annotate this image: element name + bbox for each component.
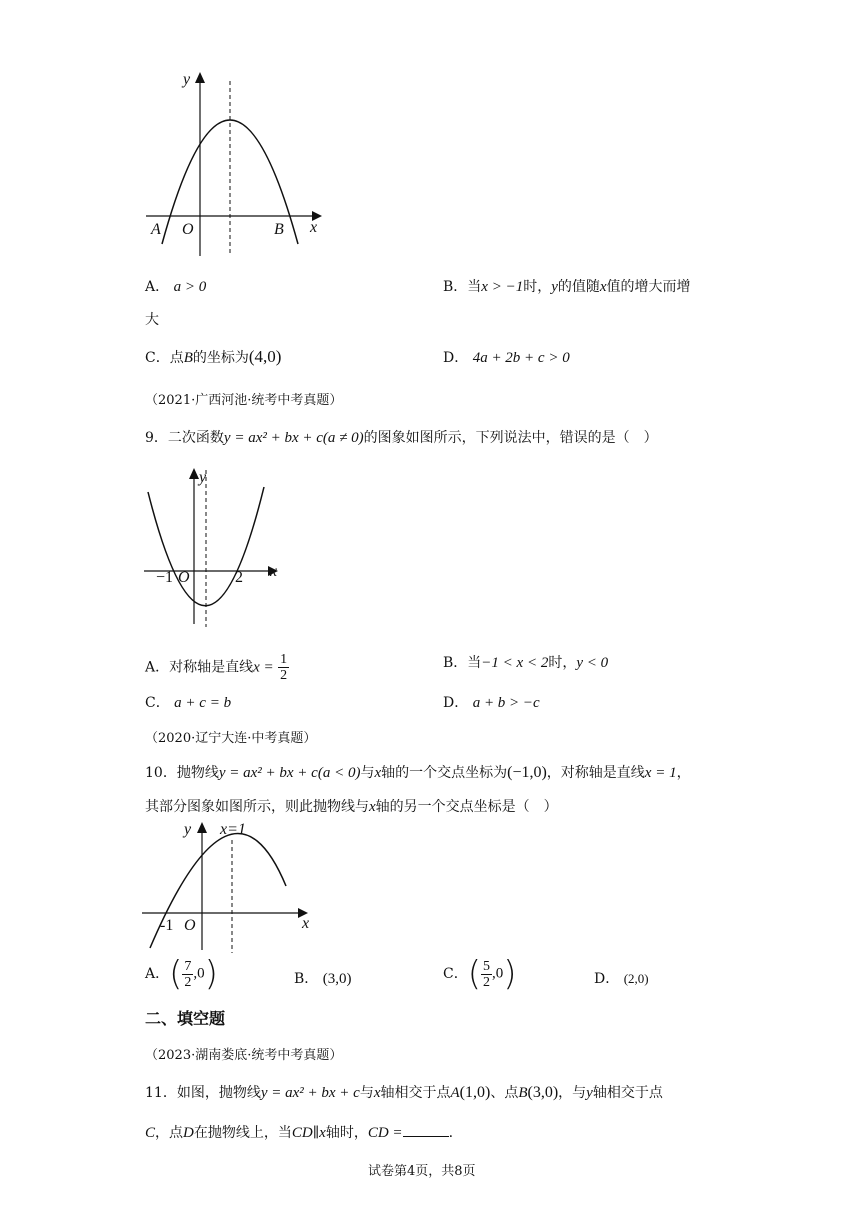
option-math: ,0	[491, 965, 504, 982]
stem-math: B	[518, 1085, 528, 1101]
option-label: A．	[145, 966, 170, 982]
y-axis-arrow	[189, 468, 199, 479]
option-text: 当	[467, 655, 482, 671]
stem-text: 的图象如图所示，下列说法中，错误的是（ ）	[363, 430, 658, 446]
point-a-label: A	[151, 221, 161, 238]
stem-math: (1,0)	[459, 1084, 491, 1101]
option-label: C．	[145, 695, 170, 711]
option-math: −1 < x < 2	[481, 655, 549, 671]
option-text: 的值随	[557, 279, 600, 295]
option-label: A．	[145, 279, 170, 295]
q10-option-b[interactable]	[294, 968, 352, 988]
stem-text: 抛物线	[176, 765, 219, 781]
stem-math: x	[369, 799, 376, 815]
q9-option-a[interactable]	[145, 652, 289, 683]
option-math: (4,0)	[248, 347, 282, 366]
option-math: y < 0	[576, 655, 609, 671]
option-label: D．	[443, 350, 469, 366]
option-label: A．	[145, 659, 170, 676]
option-label: B．	[294, 971, 319, 987]
stem-text: ，与	[558, 1085, 587, 1101]
stem-text: 在抛物线上，当	[193, 1125, 292, 1141]
origin-label: O	[178, 569, 190, 586]
stem-text: 与	[360, 765, 375, 781]
option-text: 时，	[548, 655, 577, 671]
q8-option-c[interactable]	[145, 347, 281, 367]
option-math: B	[183, 350, 193, 366]
option-text: 值的增大而增	[606, 279, 691, 295]
stem-text: 其部分图象如图所示，则此抛物线与	[145, 799, 369, 815]
option-math: 4a + 2b + c > 0	[472, 350, 570, 366]
right-paren-glyph: )	[204, 954, 218, 994]
q9-parabola-graph	[138, 462, 288, 632]
option-math: ,0	[193, 965, 205, 982]
option-math: (2,0)	[623, 971, 649, 986]
stem-math: (−1,0)	[507, 764, 547, 781]
q8-option-b-wrap	[145, 309, 159, 329]
option-label: C．	[145, 350, 170, 366]
stem-math: CD =	[367, 1125, 403, 1141]
question-number: 10．	[145, 765, 177, 781]
option-math: y	[551, 279, 558, 295]
tick-label-minus-one: -1	[160, 917, 174, 934]
stem-math: x	[319, 1125, 326, 1141]
tick-label-minus-one: −1	[156, 569, 174, 586]
point-b-label: B	[274, 221, 284, 238]
q10-stem-line2	[145, 796, 558, 816]
stem-text: 、点	[490, 1085, 519, 1101]
q11-source: （2023·湖南娄底·统考中考真题）	[145, 1048, 343, 1063]
stem-math: x = 1	[644, 765, 677, 781]
q10-source: （2020·辽宁大连·中考真题）	[145, 731, 317, 746]
q10-option-a[interactable]	[145, 954, 218, 994]
left-paren-glyph: (	[169, 954, 183, 994]
stem-text: ，对称轴是直线	[546, 765, 645, 781]
parabola-curve	[148, 487, 264, 606]
option-text: 大	[145, 312, 159, 328]
page-footer: 试卷第4页，共8页	[368, 1164, 476, 1179]
stem-math: x	[373, 1085, 381, 1101]
option-label: D．	[443, 695, 469, 711]
option-math: a + c = b	[174, 695, 232, 711]
origin-label: O	[182, 221, 194, 238]
x-axis-label: x	[302, 915, 310, 932]
q9-option-d[interactable]	[443, 692, 540, 712]
stem-text: 轴的一个交点坐标为	[381, 765, 508, 781]
stem-text: ，点	[155, 1125, 184, 1141]
option-math: a + b > −c	[472, 695, 540, 711]
option-text: 点	[169, 350, 184, 366]
q10-option-c[interactable]	[443, 954, 517, 994]
y-axis-label: y	[184, 821, 192, 838]
stem-math: CD	[291, 1125, 313, 1141]
option-math: x =	[253, 659, 274, 676]
q9-option-c[interactable]	[145, 692, 231, 712]
q9-source: （2021·广西河池·统考中考真题）	[145, 393, 343, 408]
option-label: C．	[443, 966, 468, 982]
option-math: a > 0	[173, 279, 207, 295]
option-math: x > −1	[481, 279, 524, 295]
option-label: B．	[443, 655, 468, 671]
stem-text: 二次函数	[167, 430, 224, 446]
q10-parabola-graph	[140, 816, 320, 956]
answer-blank[interactable]	[403, 1124, 449, 1137]
option-text: 对称轴是直线	[169, 659, 254, 676]
tick-label-two: 2	[235, 569, 243, 586]
fraction: $\frac{5}{2}$	[482, 958, 490, 990]
fraction: $\frac{1}{2}$	[280, 652, 288, 683]
q8-option-a[interactable]	[145, 276, 206, 296]
x-axis-label: x	[310, 219, 318, 236]
q8-parabola-graph	[138, 66, 338, 266]
section-title: 二、填空题	[145, 1009, 226, 1028]
stem-math: (3,0)	[527, 1084, 559, 1101]
stem-text: 轴相交于点	[592, 1085, 663, 1101]
stem-text: 如图，抛物线	[176, 1085, 261, 1101]
y-axis-label: y	[199, 469, 207, 486]
origin-label: O	[184, 917, 196, 934]
x-axis-label: x	[270, 563, 278, 580]
symmetry-axis-label: x=1	[220, 821, 246, 838]
question-number: 11．	[145, 1085, 177, 1101]
q11-stem-line2	[145, 1122, 453, 1142]
option-text: 当	[467, 279, 482, 295]
y-axis-arrow	[197, 822, 207, 833]
q8-option-d[interactable]	[443, 347, 570, 367]
y-axis-arrow	[195, 72, 205, 83]
left-paren-glyph: (	[467, 954, 481, 994]
option-text: 的坐标为	[192, 350, 249, 366]
stem-text: 轴时，	[325, 1125, 368, 1141]
stem-math: x	[374, 765, 382, 781]
fraction: $\frac{7}{2}$	[184, 958, 192, 990]
q9-stem	[145, 427, 658, 447]
option-math: x	[599, 279, 607, 295]
q8-option-b[interactable]	[443, 276, 691, 296]
question-number: 9．	[145, 430, 168, 446]
option-label: D．	[594, 971, 620, 987]
stem-text: 轴相交于点	[380, 1085, 451, 1101]
q10-option-d[interactable]	[594, 968, 649, 988]
stem-math: y = ax² + bx + c(a ≠ 0)	[223, 430, 364, 446]
option-math: (3,0)	[322, 971, 352, 987]
stem-math: C	[145, 1125, 156, 1141]
stem-math: D	[183, 1125, 194, 1141]
q11-stem-line1	[145, 1082, 663, 1102]
stem-math: ∥	[312, 1125, 320, 1141]
option-text: 时，	[523, 279, 552, 295]
stem-math: y = ax² + bx + c(a < 0)	[218, 765, 361, 781]
q10-stem-line1	[145, 762, 691, 782]
stem-text: .	[448, 1125, 454, 1141]
q9-option-b[interactable]	[443, 652, 608, 672]
right-paren-glyph: )	[503, 954, 517, 994]
option-label: B．	[443, 279, 468, 295]
stem-math: A	[450, 1085, 460, 1101]
stem-text: ，	[676, 765, 691, 781]
y-axis-label: y	[183, 71, 191, 88]
stem-text: 与	[359, 1085, 374, 1101]
stem-math: y = ax² + bx + c	[260, 1085, 360, 1101]
stem-text: 轴的另一个交点坐标是（ ）	[375, 799, 558, 815]
stem-math: y	[586, 1085, 593, 1101]
